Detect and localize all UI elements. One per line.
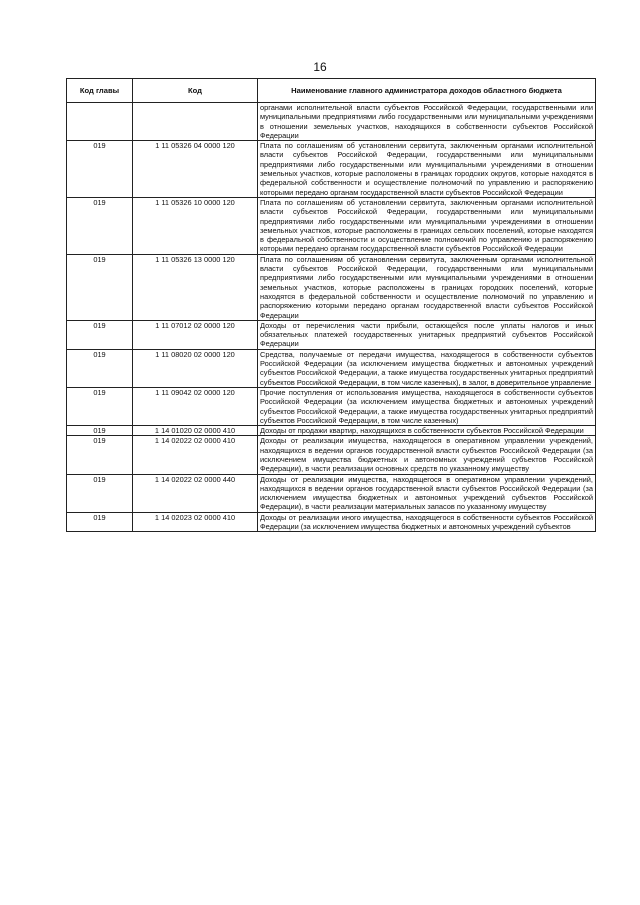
table-row — [67, 320, 596, 349]
code-cell: 1 11 09042 02 0000 120 — [133, 387, 258, 425]
header-code: Код — [133, 79, 258, 103]
chapter-cell: 019 — [67, 436, 133, 474]
chapter-cell: 019 — [67, 141, 133, 198]
chapter-cell: 019 — [67, 320, 133, 349]
chapter-cell: 019 — [67, 349, 133, 387]
chapter-cell: 019 — [67, 512, 133, 532]
code-cell: 1 14 02022 02 0000 440 — [133, 474, 258, 512]
table-row — [67, 474, 596, 512]
table-row — [67, 387, 596, 425]
code-cell: 1 11 07012 02 0000 120 — [133, 320, 258, 349]
code-cell: 1 14 02022 02 0000 410 — [133, 436, 258, 474]
table-row — [67, 349, 596, 387]
name-cell: Доходы от перечисления части прибыли, остающейся после уплаты налогов и иных обязательных платежей государственных унитарных предприятий субъектов Российской Федерации — [258, 320, 596, 349]
table-row — [67, 436, 596, 474]
table-row — [67, 197, 596, 254]
code-cell: 1 11 08020 02 0000 120 — [133, 349, 258, 387]
name-cell: Доходы от продажи квартир, находящихся в собственности субъектов Российской Федерации — [258, 426, 596, 436]
code-cell: 1 11 05326 10 0000 120 — [133, 197, 258, 254]
table-row — [67, 426, 596, 436]
name-cell: Доходы от реализации иного имущества, находящегося в собственности субъектов Российской Федерации (за исключением имущества бюджетных и автономных учреждений субъектов — [258, 512, 596, 532]
table-row — [67, 103, 596, 141]
code-cell: 1 14 01020 02 0000 410 — [133, 426, 258, 436]
chapter-cell: 019 — [67, 387, 133, 425]
name-cell: Плата по соглашениям об установлении сервитута, заключенным органами исполнительной власти субъектов Российской Федерации, государственными или муниципальными предприятиями либо государственными или муниципальными учреждениями в отношении земельных участков, которые расположены в границах сельских поселений, которые находятся в федеральной собственности и осуществление полномочий по управлению и распоряжению которыми передано органам государственной власти субъектов Российской Федерации — [258, 197, 596, 254]
header-name: Наименование главного администратора доходов областного бюджета — [258, 79, 596, 103]
revenue-table — [66, 78, 596, 532]
code-cell: 1 11 05326 13 0000 120 — [133, 254, 258, 320]
chapter-cell: 019 — [67, 426, 133, 436]
page-number: 16 — [313, 60, 327, 74]
name-cell: Прочие поступления от использования имущества, находящегося в собственности субъектов Российской Федерации (за исключением имущества бюджетных и автономных учреждений субъектов Российской Федерации, а также имущества государственных унитарных предприятий субъектов Российской Федерации, в том числе казенных) — [258, 387, 596, 425]
table-header-row — [67, 79, 596, 103]
name-cell: Плата по соглашениям об установлении сервитута, заключенным органами исполнительной власти субъектов Российской Федерации, государственными или муниципальными предприятиями либо государственными или муниципальными учреждениями в отношении земельных участков, которые расположены в границах городских поселений, которые находятся в федеральной собственности и осуществление полномочий по управлению и распоряжению которыми передано органам государственной власти субъектов Российской Федерации — [258, 254, 596, 320]
chapter-cell: 019 — [67, 197, 133, 254]
name-cell: Доходы от реализации имущества, находящегося в оперативном управлении учреждений, находящихся в ведении органов государственной власти субъектов Российской Федерации (за исключением имущества бюджетных и автономных учреждений субъектов Российской Федерации), в части реализации основных средств по указанному имуществу — [258, 436, 596, 474]
chapter-cell — [67, 103, 133, 141]
table-row — [67, 254, 596, 320]
code-cell: 1 11 05326 04 0000 120 — [133, 141, 258, 198]
chapter-cell: 019 — [67, 474, 133, 512]
name-cell: Средства, получаемые от передачи имущества, находящегося в собственности субъектов Российской Федерации (за исключением имущества бюджетных и автономных учреждений субъектов Российской Федерации, а также имущества государственных унитарных предприятий субъектов Российской Федерации, в том числе казенных), в залог, в доверительное управление — [258, 349, 596, 387]
header-chapter-code: Код главы — [67, 79, 133, 103]
table-row — [67, 512, 596, 532]
name-cell: органами исполнительной власти субъектов Российской Федерации, государственными или муниципальными предприятиями либо государственными или муниципальными учреждениями в отношении земельных участков, находящихся в собственности субъектов Российской Федерации — [258, 103, 596, 141]
name-cell: Плата по соглашениям об установлении сервитута, заключенным органами исполнительной власти субъектов Российской Федерации, государственными или муниципальными предприятиями либо государственными или муниципальными учреждениями в отношении земельных участков, которые расположены в границах городских округов, которые находятся в федеральной собственности и осуществление полномочий по управлению и распоряжению которыми передано органам государственной власти субъектов Российской Федерации — [258, 141, 596, 198]
code-cell — [133, 103, 258, 141]
chapter-cell: 019 — [67, 254, 133, 320]
table-row — [67, 141, 596, 198]
name-cell: Доходы от реализации имущества, находящегося в оперативном управлении учреждений, находящихся в ведении органов государственной власти субъектов Российской Федерации (за исключением имущества бюджетных и автономных учреждений субъектов Российской Федерации), в части реализации материальных запасов по указанному имуществу — [258, 474, 596, 512]
code-cell: 1 14 02023 02 0000 410 — [133, 512, 258, 532]
